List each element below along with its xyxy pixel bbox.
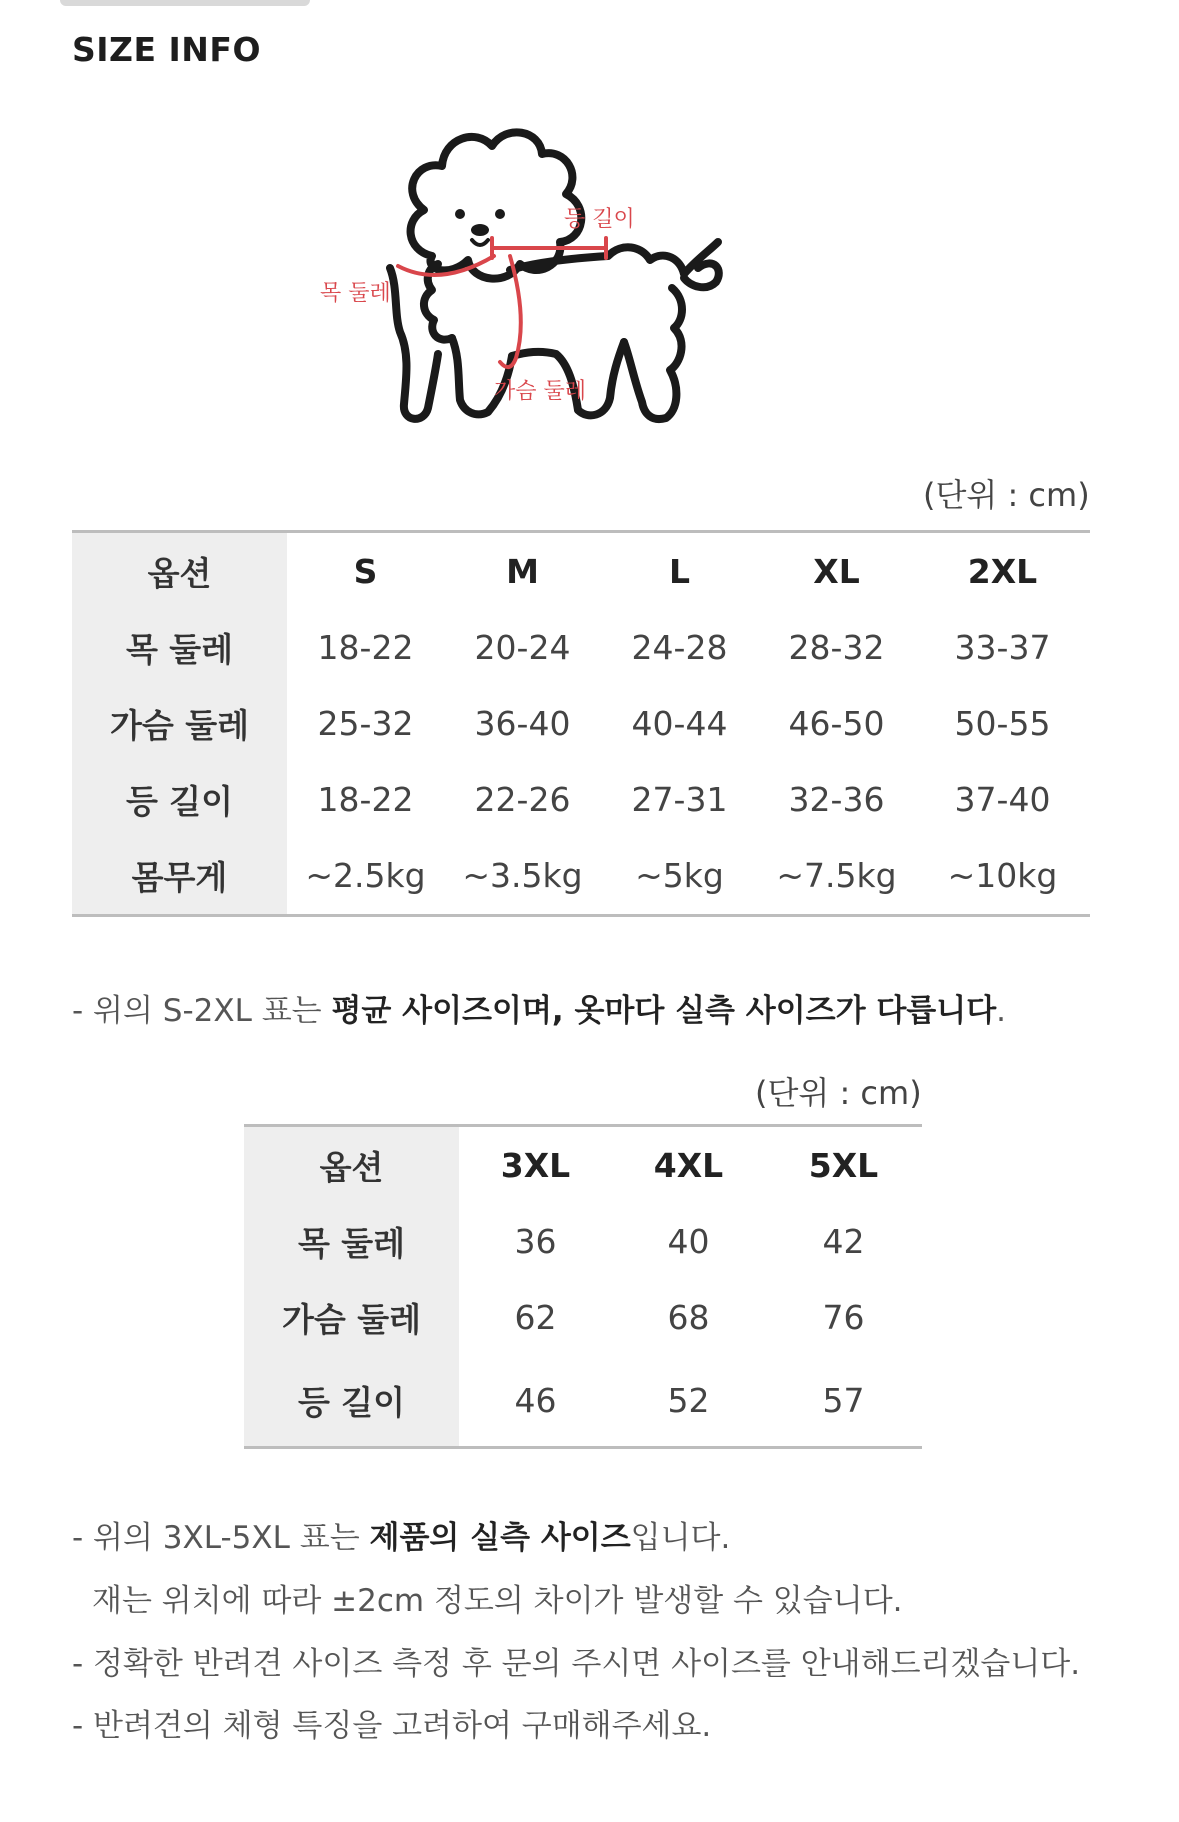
- note-text: .: [996, 993, 1007, 1029]
- page-title: SIZE INFO: [72, 30, 261, 69]
- note-emphasis: 평균 사이즈이며, 옷마다 실측 사이즈가 다릅니다: [331, 993, 997, 1029]
- table-row: [72, 762, 1090, 838]
- table-cell: 36-40: [474, 704, 571, 743]
- table-cell: 32-36: [788, 780, 885, 819]
- table-cell: 62: [514, 1298, 557, 1337]
- row-label: 가슴 둘레: [244, 1280, 459, 1356]
- table-header-row: [72, 532, 1090, 610]
- table-cell: 57: [822, 1381, 865, 1421]
- table-row: [244, 1280, 922, 1356]
- row-label: 가슴 둘레: [72, 686, 287, 762]
- table-cell: 52: [667, 1381, 710, 1421]
- table-cell: 24-28: [631, 628, 728, 667]
- note-text: 입니다.: [630, 1520, 731, 1556]
- table1-unit: (단위 : cm): [923, 476, 1090, 514]
- header-cell: S: [353, 551, 378, 591]
- label-back-length: 등 길이: [564, 207, 635, 232]
- header-cell: 5XL: [808, 1145, 879, 1185]
- table-row: [72, 838, 1090, 916]
- table-cell: 76: [822, 1298, 865, 1337]
- table-cell: 33-37: [954, 628, 1051, 667]
- top-tab-indicator: [60, 0, 310, 6]
- table-row: [72, 686, 1090, 762]
- header-cell: M: [506, 551, 539, 591]
- table-cell: 42: [822, 1222, 865, 1261]
- table-cell: ~3.5kg: [462, 856, 583, 896]
- table-cell: 36: [514, 1222, 557, 1261]
- table-row: [244, 1356, 922, 1448]
- label-neck: 목 둘레: [320, 281, 391, 306]
- table-cell: 27-31: [631, 780, 728, 819]
- table-cell: 18-22: [317, 780, 414, 819]
- header-cell: 2XL: [967, 551, 1038, 591]
- note-emphasis: 제품의 실측 사이즈: [369, 1520, 631, 1556]
- note-inquiry: - 정확한 반려견 사이즈 측정 후 문의 주시면 사이즈를 안내해드리겠습니다.: [72, 1646, 1081, 1682]
- table-cell: 46: [514, 1381, 557, 1421]
- dog-face: [455, 209, 505, 245]
- table-cell: 25-32: [317, 704, 414, 743]
- row-label: 몸무게: [72, 838, 287, 916]
- note-measure-tolerance: 재는 위치에 따라 ±2cm 정도의 차이가 발생할 수 있습니다.: [92, 1583, 903, 1619]
- table-cell: 50-55: [954, 704, 1051, 743]
- table-cell: 40: [667, 1222, 710, 1261]
- header-cell: L: [668, 551, 691, 591]
- note-body-type: - 반려견의 체형 특징을 고려하여 구매해주세요.: [72, 1708, 712, 1744]
- table2-unit: (단위 : cm): [755, 1074, 922, 1112]
- table-header-row: [244, 1126, 922, 1204]
- row-label: 목 둘레: [244, 1204, 459, 1280]
- table-cell: ~5kg: [635, 856, 724, 896]
- table-cell: ~7.5kg: [776, 856, 897, 896]
- note-text: - 위의 S-2XL 표는: [72, 993, 332, 1029]
- table-row: [72, 610, 1090, 686]
- header-cell: 옵션: [244, 1126, 459, 1204]
- note-standard-sizes: [72, 985, 1006, 1030]
- header-cell: 3XL: [500, 1145, 571, 1185]
- row-label: 등 길이: [72, 762, 287, 838]
- table-cell: 46-50: [788, 704, 885, 743]
- dog-diagram: [320, 118, 800, 498]
- label-chest: 가슴 둘레: [494, 379, 587, 404]
- size-table-large: [244, 1124, 922, 1449]
- table-cell: 22-26: [474, 780, 571, 819]
- row-label: 등 길이: [244, 1356, 459, 1448]
- table-cell: ~2.5kg: [305, 856, 426, 896]
- table-cell: 68: [667, 1298, 710, 1337]
- table-cell: 18-22: [317, 628, 414, 667]
- table-cell: ~10kg: [947, 856, 1058, 896]
- table-cell: 28-32: [788, 628, 885, 667]
- header-cell: XL: [813, 551, 860, 591]
- header-cell: 4XL: [653, 1145, 724, 1185]
- table-cell: 20-24: [474, 628, 571, 667]
- row-label: 목 둘레: [72, 610, 287, 686]
- table-cell: 40-44: [631, 704, 728, 743]
- note-measured-sizes: [72, 1512, 730, 1557]
- table-cell: 37-40: [954, 780, 1051, 819]
- note-text: - 위의 3XL-5XL 표는: [72, 1520, 370, 1556]
- table-row: [244, 1204, 922, 1280]
- size-table-standard: [72, 530, 1090, 917]
- header-cell: 옵션: [72, 532, 287, 610]
